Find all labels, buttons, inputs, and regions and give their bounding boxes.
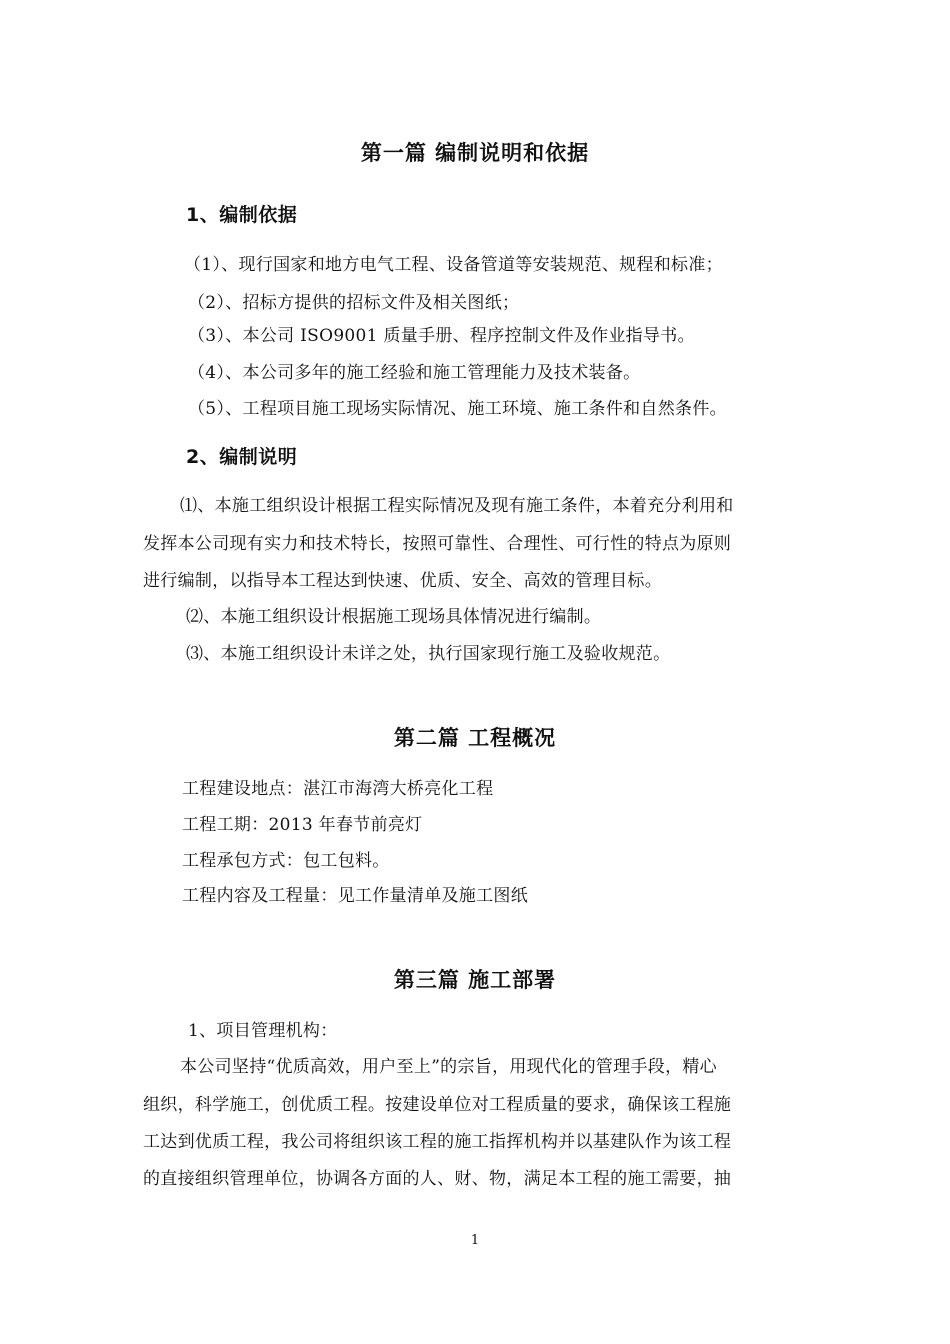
deploy-sub-heading: 1、项目管理机构：: [188, 1021, 338, 1041]
basis-item-4: （4）、本公司多年的施工经验和施工管理能力及技术装备。: [188, 363, 641, 383]
explain-p3: ⑶、本施工组织设计未详之处，执行国家现行施工及验收规范。: [186, 644, 671, 664]
part1-title: 第一篇 编制说明和依据: [360, 141, 590, 165]
overview-duration: 工程工期：2013 年春节前亮灯: [182, 815, 423, 835]
basis-item-3: （3）、本公司 ISO9001 质量手册、程序控制文件及作业指导书。: [188, 326, 695, 346]
part2-title: 第二篇 工程概况: [393, 726, 557, 750]
basis-item-5: （5）、工程项目施工现场实际情况、施工环境、施工条件和自然条件。: [188, 399, 727, 419]
basis-item-2: （2）、招标方提供的招标文件及相关图纸；: [188, 293, 520, 313]
overview-scope: 工程内容及工程量：见工作量清单及施工图纸: [182, 886, 528, 906]
part3-title: 第三篇 施工部署: [393, 968, 557, 992]
explain-p2: ⑵、本施工组织设计根据施工现场具体情况进行编制。: [186, 607, 602, 627]
overview-location: 工程建设地点：湛江市海湾大桥亮化工程: [182, 779, 494, 799]
deploy-p-line4: 的直接组织管理单位，协调各方面的人、财、物，满足本工程的施工需要，抽: [143, 1169, 732, 1189]
section2-heading: 2、编制说明: [186, 446, 298, 468]
explain-p1-line2: 发挥本公司现有实力和技术特长，按照可靠性、合理性、可行性的特点为原则: [143, 534, 732, 554]
deploy-p-line3: 工达到优质工程，我公司将组织该工程的施工指挥机构并以基建队作为该工程: [143, 1132, 732, 1152]
deploy-p-line2: 组织，科学施工，创优质工程。按建设单位对工程质量的要求，确保该工程施: [143, 1095, 732, 1115]
explain-p1-line1: ⑴、本施工组织设计根据工程实际情况及现有施工条件，本着充分利用和: [180, 496, 734, 516]
overview-contract: 工程承包方式：包工包料。: [182, 851, 390, 871]
deploy-p-line1: 本公司坚持“优质高效，用户至上”的宗旨，用现代化的管理手段，精心: [180, 1057, 717, 1077]
basis-item-1: （1）、现行国家和地方电气工程、设备管道等安装规范、规程和标准；: [184, 255, 723, 275]
section1-heading: 1、编制依据: [186, 204, 298, 226]
explain-p1-line3: 进行编制，以指导本工程达到快速、优质、安全、高效的管理目标。: [143, 571, 662, 591]
page-number: 1: [470, 1233, 480, 1248]
